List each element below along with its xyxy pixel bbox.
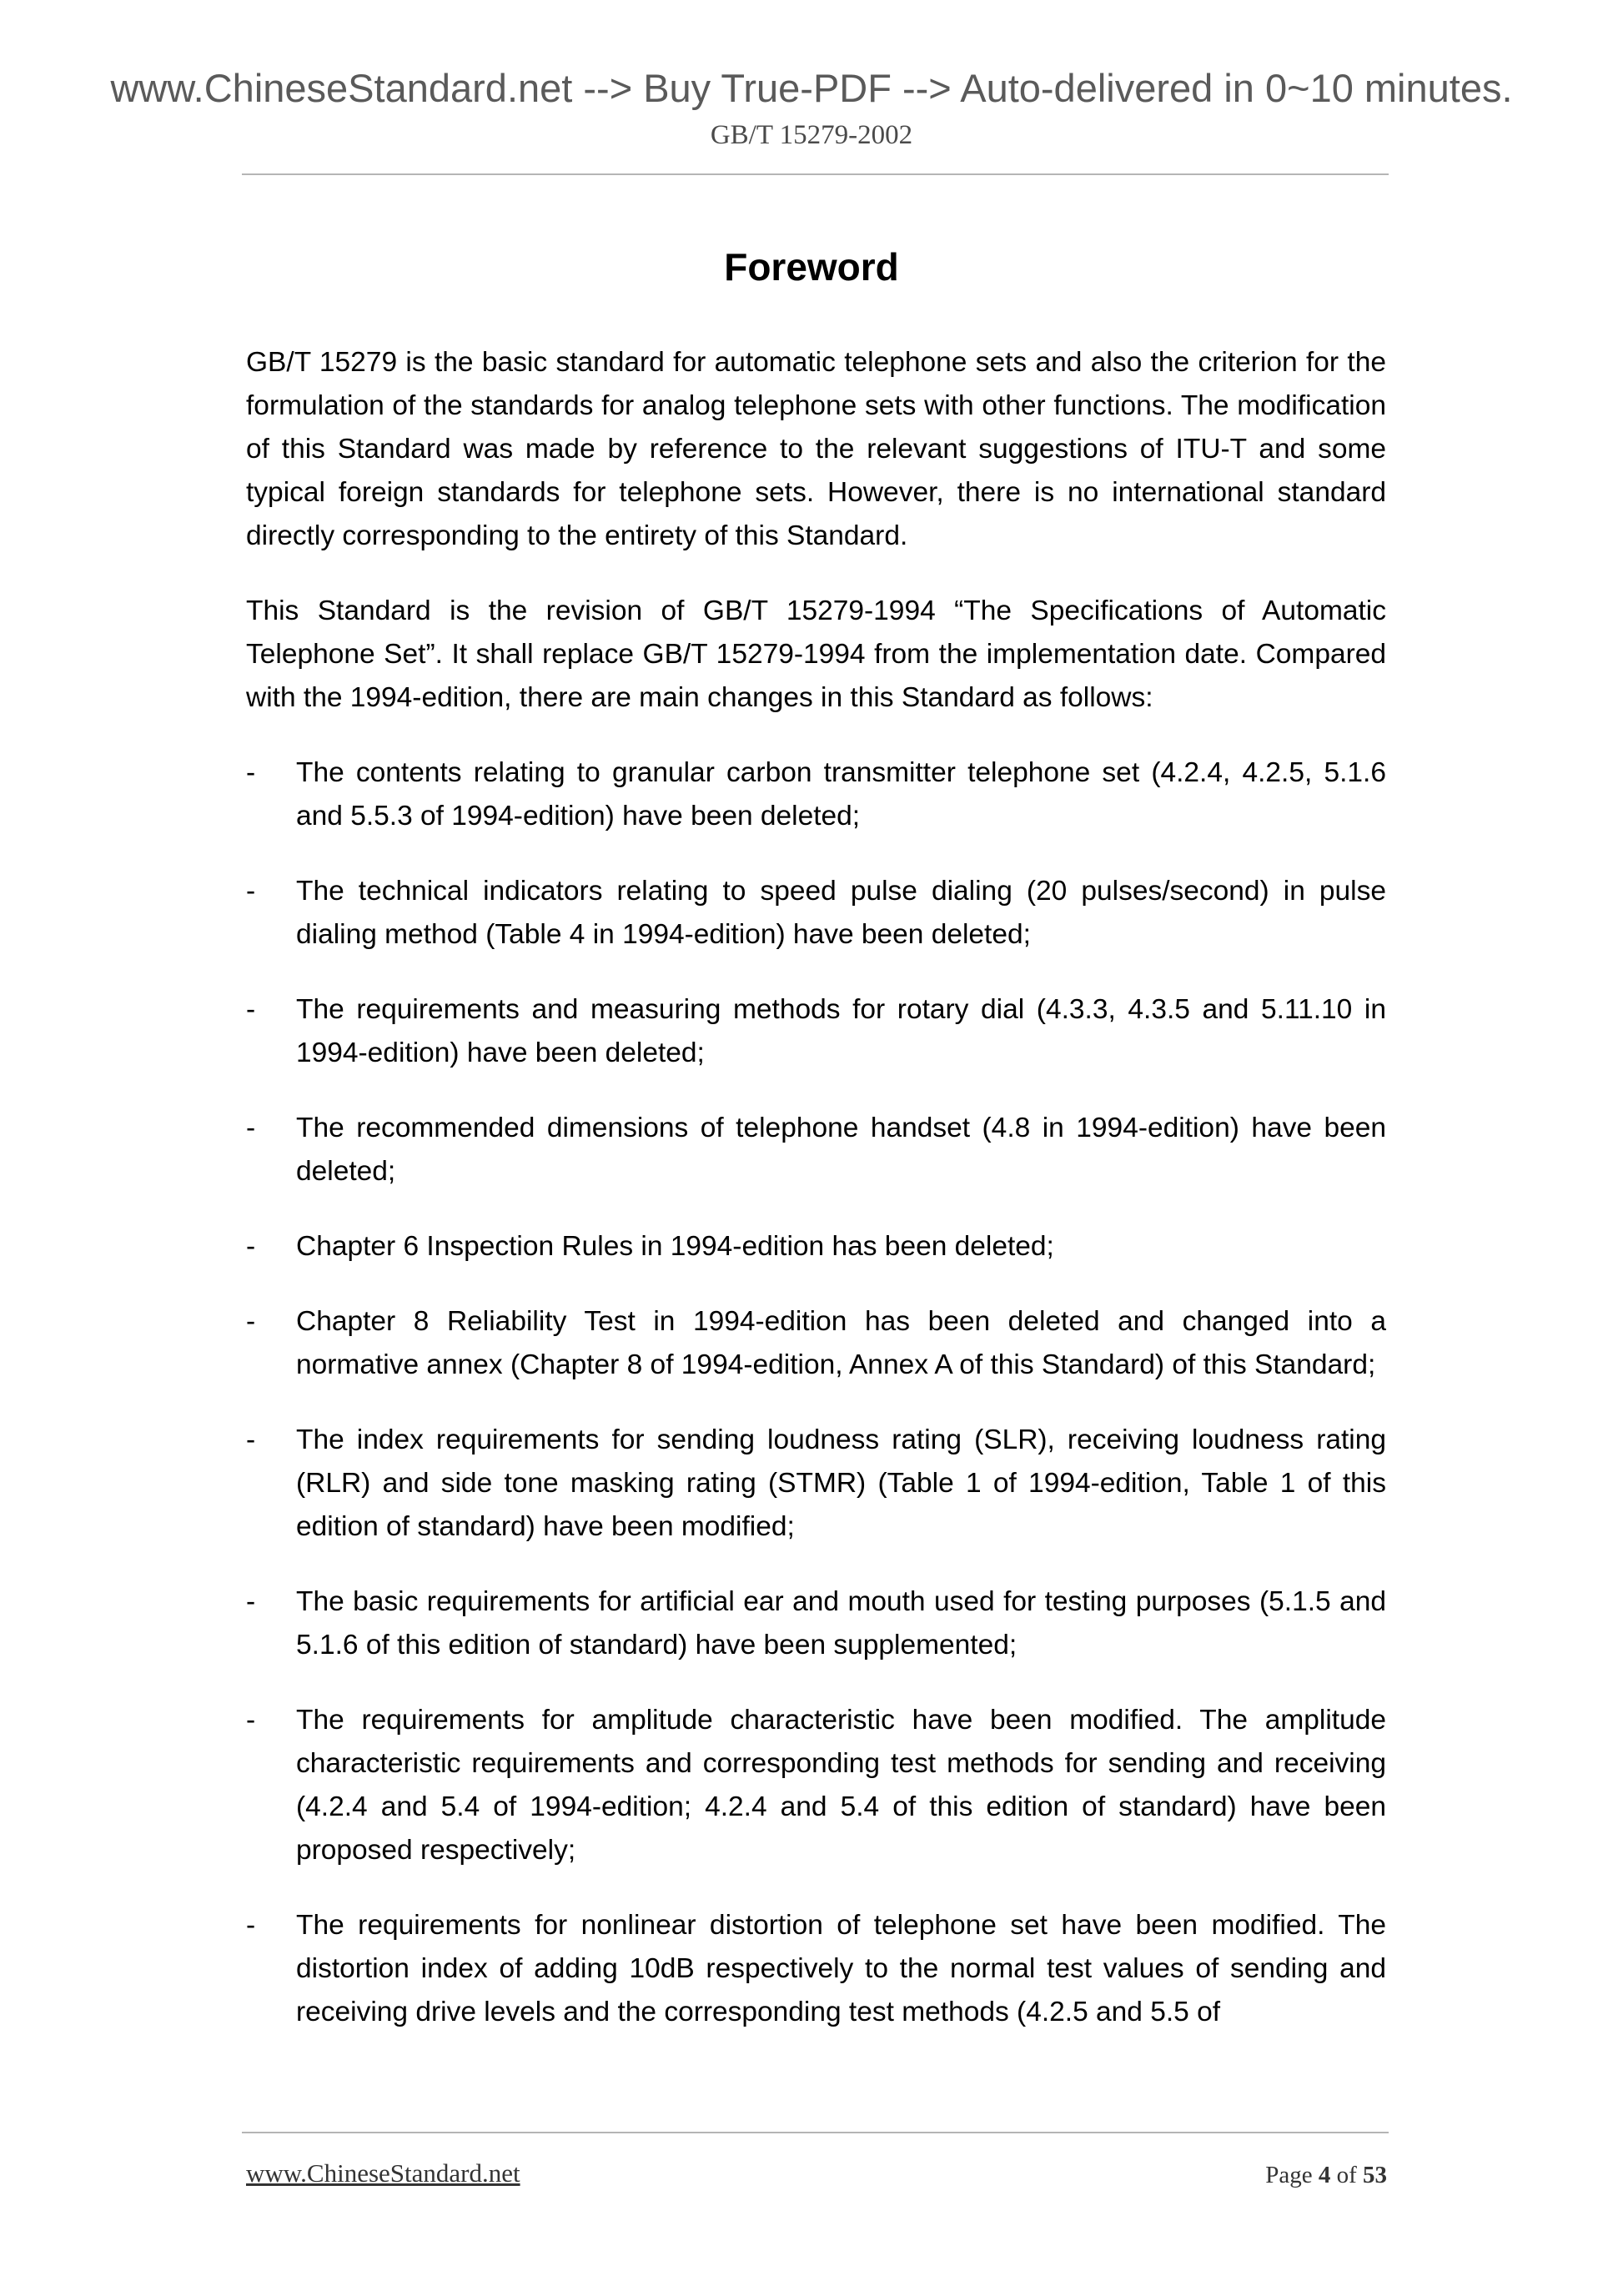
- bullet-dash: -: [246, 994, 256, 1025]
- bullet-dash: -: [246, 1231, 256, 1262]
- list-item: [246, 1904, 1386, 2034]
- page-label: Page: [1265, 2162, 1313, 2188]
- bullet-dash: -: [246, 1910, 256, 1941]
- list-item: [246, 1419, 1386, 1549]
- list-item-text: The recommended dimensions of telephone handset (4.8 in 1994-edition) have been deleted;: [296, 1113, 1386, 1187]
- bullet-dash: -: [246, 1705, 256, 1736]
- list-item: [246, 1580, 1386, 1667]
- list-item: [246, 988, 1386, 1075]
- list-item-text: The basic requirements for artificial ear and mouth used for testing purposes (5.1.5 and 5.1.6 of this edition of standard) have been supplemented;: [296, 1586, 1386, 1660]
- list-item-text: The index requirements for sending loudness rating (SLR), receiving loudness rating (RLR) and side tone masking rating (STMR) (Table 1 of 1994-edition, Table 1 of this edition of standard) have been modified;: [296, 1424, 1386, 1542]
- footer-site-link[interactable]: www.ChineseStandard.net: [246, 2158, 520, 2188]
- top-banner: www.ChineseStandard.net --> Buy True-PDF --> Auto-delivered in 0~10 minutes.: [110, 66, 1513, 110]
- list-item-text: The requirements for amplitude characteristic have been modified. The amplitude characteristic requirements and corresponding test methods for sending and receiving (4.2.4 and 5.4 of 1994-edition; 4.2.4 and 5.4 of this edition of standard) have been proposed respectively;: [296, 1705, 1386, 1866]
- list-item: [246, 870, 1386, 957]
- total-pages: 53: [1363, 2162, 1387, 2188]
- list-item: [246, 1699, 1386, 1872]
- list-item: [246, 1300, 1386, 1387]
- document-body: [246, 341, 1386, 2066]
- of-label: of: [1336, 2162, 1357, 2188]
- bullet-dash: -: [246, 1306, 256, 1337]
- bullet-dash: -: [246, 757, 256, 788]
- paragraph-revision: This Standard is the revision of GB/T 15279-1994 “The Specifications of Automatic Telephone Set”. It shall replace GB/T 15279-1994 from the implementation date. Compared with the 1994-edition, there are main changes in this Standard as follows:: [246, 595, 1386, 713]
- list-item-text: The contents relating to granular carbon transmitter telephone set (4.2.4, 4.2.5, 5.1.6 and 5.5.3 of 1994-edition) have been deleted;: [296, 757, 1386, 831]
- page-indicator: [1265, 2158, 1387, 2192]
- footer-divider: [242, 2132, 1389, 2133]
- list-item-text: The requirements for nonlinear distortion of telephone set have been modified. The distortion index of adding 10dB respectively to the normal test values of sending and receiving drive levels and the corresponding test methods (4.2.5 and 5.5 of: [296, 1910, 1386, 2027]
- list-item-text: Chapter 8 Reliability Test in 1994-edition has been deleted and changed into a normative annex (Chapter 8 of 1994-edition, Annex A of this Standard) of this Standard;: [296, 1306, 1386, 1380]
- paragraph-intro: GB/T 15279 is the basic standard for automatic telephone sets and also the criterion for the formulation of the standards for analog telephone sets with other functions. The modification of this Standard was made by reference to the relevant suggestions of ITU-T and some typical foreign standards for telephone sets. However, there is no international standard directly corresponding to the entirety of this Standard.: [246, 347, 1386, 551]
- list-item-text: The requirements and measuring methods for rotary dial (4.3.3, 4.3.5 and 5.11.10 in 1994-edition) have been deleted;: [296, 994, 1386, 1068]
- bullet-dash: -: [246, 1586, 256, 1617]
- list-item: [246, 1107, 1386, 1193]
- bullet-dash: -: [246, 1424, 256, 1455]
- list-item-text: The technical indicators relating to speed pulse dialing (20 pulses/second) in pulse dialing method (Table 4 in 1994-edition) have been deleted;: [296, 876, 1386, 950]
- list-item: [246, 751, 1386, 838]
- page-title: Foreword: [724, 245, 899, 289]
- page-number: 4: [1318, 2162, 1331, 2188]
- bullet-dash: -: [246, 1113, 256, 1143]
- list-item: [246, 1225, 1386, 1269]
- list-item-text: Chapter 6 Inspection Rules in 1994-edition has been deleted;: [296, 1231, 1054, 1262]
- header-divider: [242, 173, 1389, 175]
- standard-code: GB/T 15279-2002: [710, 120, 913, 150]
- bullet-dash: -: [246, 876, 256, 907]
